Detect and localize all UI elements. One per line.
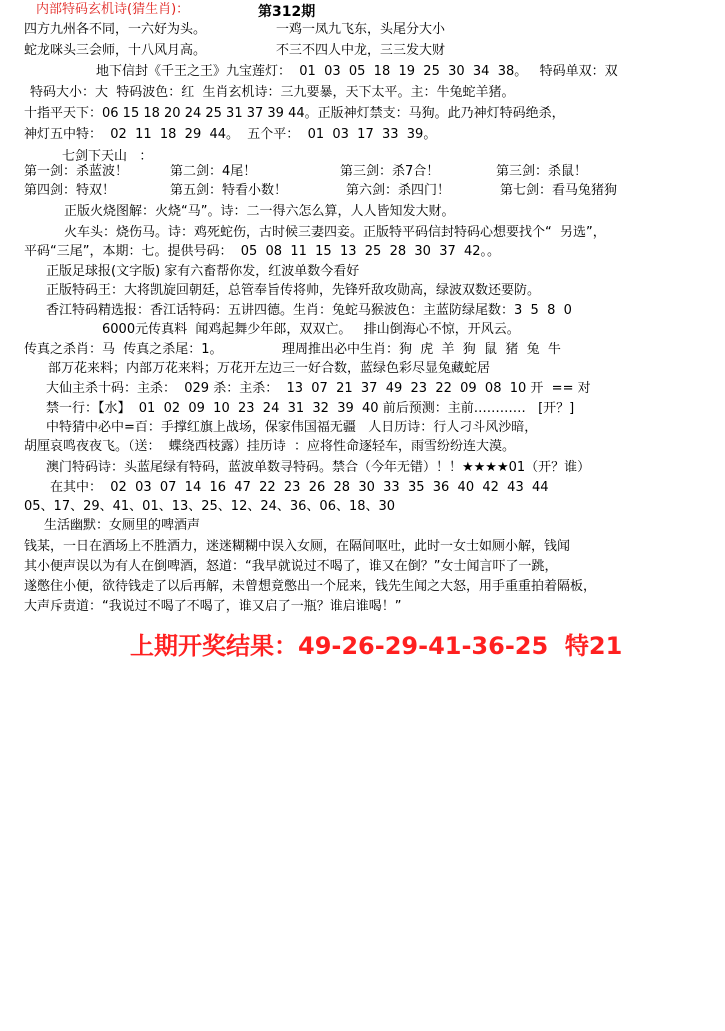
text-line: 十指平天下：06 15 18 20 24 25 31 37 39 44。正版神灯禁支：马狗。此乃神灯特码绝杀， xyxy=(24,106,565,121)
text-line: 中特猜中必中=百：手撑红旗上战场，保家伟国福无疆 人日历诗：行人刁斗风沙暗， xyxy=(46,420,538,435)
text-line: 大声斥责道：“我说过不喝了不喝了，谁又启了一瓶？谁启谁喝！” xyxy=(24,599,402,614)
text-line: 不三不四人中龙，三三发大财 xyxy=(276,43,446,58)
text-line: 正版火烧图解：火烧“马”。诗：二一得六怎么算，人人皆知发大财。 xyxy=(64,204,455,219)
text-line: 05、17、29、41、01、13、25、12、24、36、06、18、30 xyxy=(24,499,396,514)
text-line: 胡厘哀鸣夜夜飞。（送： 蝶绕西枝露）挂历诗 ：应将性命逐轻车，雨雪纷纷连大漠。 xyxy=(24,439,516,454)
sword-item: 第一剑：杀蓝波！ xyxy=(24,164,129,179)
sword-item: 第二剑：4尾！ xyxy=(170,164,257,179)
sword-item: 第三剑：杀鼠！ xyxy=(496,164,588,179)
text-line: 蛇龙咪头三会师，十八风月高。 xyxy=(24,43,207,58)
text-line: 其小便声误以为有人在倒啤酒，怒道：“我早就说过不喝了，谁又在倒？”女士闻言吓了一跳， xyxy=(24,559,558,574)
text-line: 香江特码精选报：香江话特码：五讲四德。生肖：兔蛇马猴波色：主蓝防绿尾数：3 5 8 0 xyxy=(46,303,572,318)
text-line: 七剑下天山 ： xyxy=(62,149,153,164)
text-line: 火车头：烧伤马。诗：鸡死蛇伤，古时候三妻四妾。正版特平码信封特码心想要找个“ 另选”， xyxy=(64,225,606,240)
text-line: 部万花来料；内部万花来料；万花开左边三一好合数，蓝绿色彩尽显兔藏蛇居 xyxy=(48,361,491,376)
text-line: 禁一行：【水】 01 02 09 10 23 24 31 32 39 40 前后预测：主前………… [开？] xyxy=(46,401,575,416)
text-line: 一鸡一凤九飞东，头尾分大小 xyxy=(276,22,446,37)
text-line: 6000元传真料 闻鸡起舞少年郎，双双亡。 排山倒海心不惊，开风云。 xyxy=(102,322,520,337)
header-label: 内部特码玄机诗(猜生肖)： xyxy=(36,2,190,17)
sword-item: 第六剑：杀四门！ xyxy=(346,183,451,198)
sword-item: 第五剑：特看小数！ xyxy=(170,183,288,198)
sword-item: 第三剑：杀7合！ xyxy=(340,164,440,179)
text-line: 正版特码王：大将凯旋回朝廷，总管奉旨传将帅，先锋歼敌攻勋高，绿波双数还要防。 xyxy=(46,283,541,298)
text-line: 平码“三尾”，本期：七。提供号码： 05 08 11 15 13 25 28 30 37 42。。 xyxy=(24,244,501,259)
text-line: 遂憋住小便，欲待钱走了以后再解，未曾想竟憋出一个屁来，钱先生闻之大怒，用手重重拍着隔板， xyxy=(24,579,597,594)
text-line: 神灯五中特： 02 11 18 29 44。 五个平： 01 03 17 33 39。 xyxy=(24,127,437,142)
text-line: 大仙主杀十码：主杀： 029 杀：主杀： 13 07 21 37 49 23 22 09 08 10 开 == 对 xyxy=(46,381,591,396)
text-line: 澳门特码诗：头蓝尾绿有特码，蓝波单数寻特码。禁合（今年无错）！！★★★★01（开？谁） xyxy=(46,460,591,475)
text-line: 传真之杀肖：马 传真之杀尾：1。 xyxy=(24,342,223,357)
text-line: 生活幽默：女厕里的啤酒声 xyxy=(44,518,201,533)
text-line: 理周推出必中生肖：狗 虎 羊 狗 鼠 猪 兔 牛 xyxy=(282,342,561,357)
sword-item: 第七剑：看马兔猪狗 xyxy=(500,183,618,198)
text-line: 在其中： 02 03 07 14 16 47 22 23 26 28 30 33 35 36 40 42 43 44 xyxy=(50,480,549,495)
issue-title: 第312期 xyxy=(258,4,316,20)
text-line: 四方九州各不同，一六好为头。 xyxy=(24,22,207,37)
text-line: 特码大小：大 特码波色：红 生肖玄机诗：三九要暴，天下太平。主：牛兔蛇羊猪。 xyxy=(30,85,515,100)
text-line: 正版足球报(文字版) 家有六畜帮你发，红波单数今看好 xyxy=(46,264,360,279)
sword-item: 第四剑：特双！ xyxy=(24,183,116,198)
text-line: 地下信封《千王之王》九宝莲灯： 01 03 05 18 19 25 30 34 38。 特码单双：双 xyxy=(96,64,618,79)
text-line: 钱某，一日在酒场上不胜酒力，迷迷糊糊中误入女厕，在隔间呕吐，此时一女士如厕小解，钱闻 xyxy=(24,539,571,554)
last-draw-result: 上期开奖结果：49-26-29-41-36-25 特21 xyxy=(130,632,623,660)
